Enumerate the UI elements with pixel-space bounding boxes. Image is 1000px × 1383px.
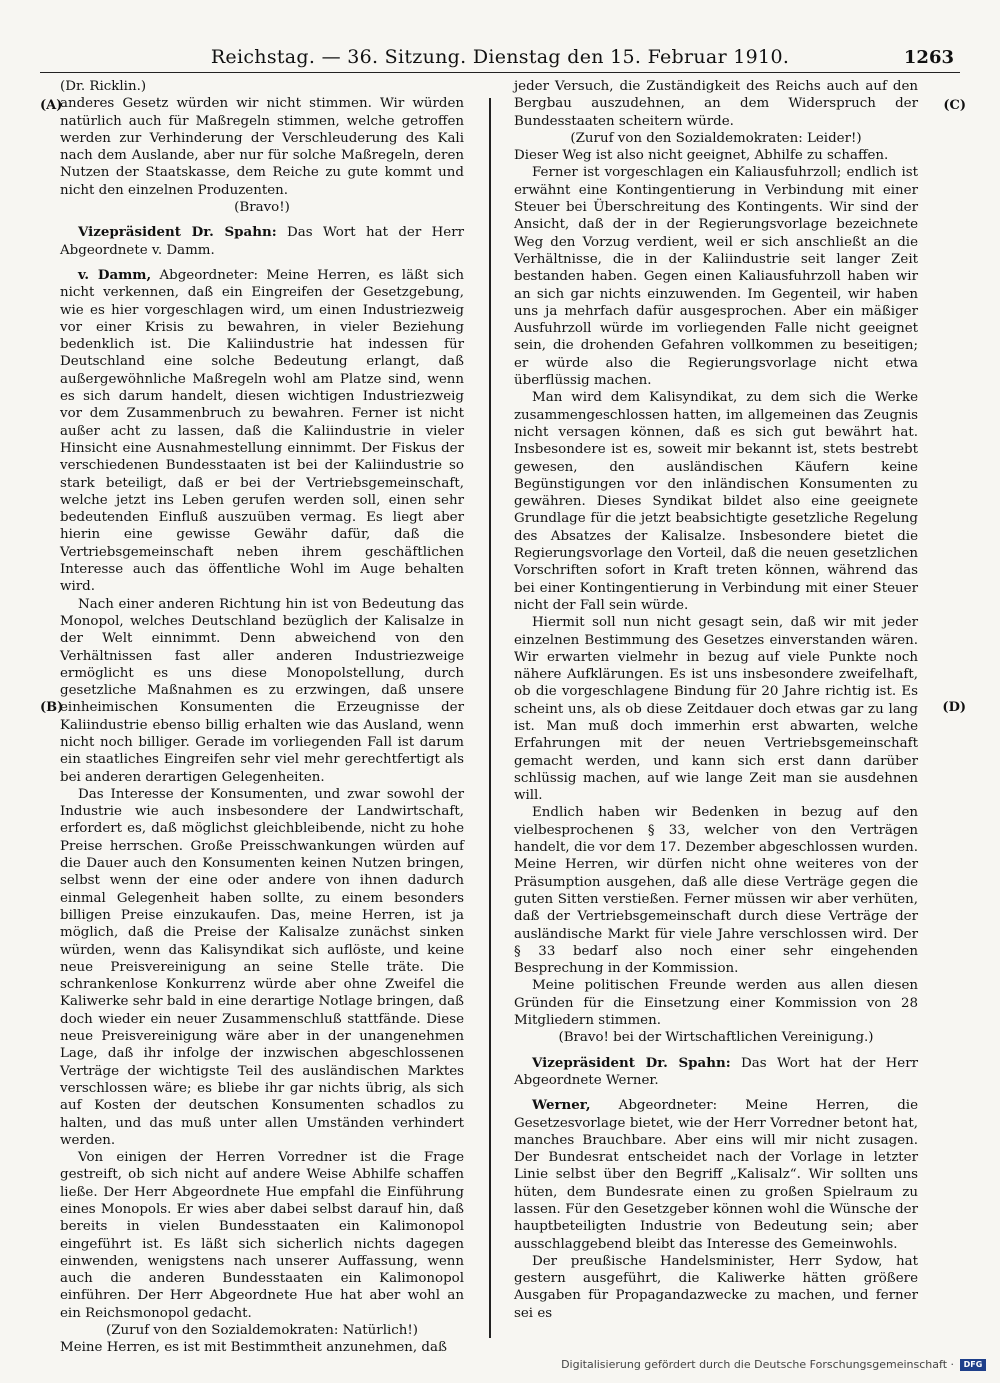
speaker-name: v. Damm,: [78, 266, 152, 283]
left-column: [60, 78, 464, 1357]
vice-president-remark: [60, 224, 464, 259]
paragraph: Von einigen der Herren Vorredner ist die Frage gestreift, ob sich nicht auf andere Weise Abhilfe schaffen ließe. Der Herr Abgeordnete Hue empfahl die Einführung eines Monopols. Er wies aber dabei selbst darauf hin, daß bereits in vielen Bundesstaaten ein Kalimonopol eingeführt ist. Es läßt sich sicherlich nichts dagegen einwenden, wenigstens nach unserer Auffassung, wenn auch die anderen Bundesstaaten ein Kalimonopol einführen. Der Herr Abgeordnete Hue hat aber wohl an ein Reichsmonopol gedacht.: [60, 1150, 464, 1321]
document-page: [40, 40, 966, 1356]
footer-text: Digitalisierung gefördert durch die Deutsche Forschungsgemeinschaft ·: [561, 1358, 954, 1371]
header-title: Reichstag. — 36. Sitzung. Dienstag den 15. Februar 1910.: [210, 46, 790, 68]
paragraph: Meine politischen Freunde werden aus allen diesen Gründen für die Einsetzung einer Kommission von 28 Mitgliedern stimmen.: [514, 978, 918, 1029]
paragraph: Meine Herren, es ist mit Bestimmtheit anzunehmen, daß: [60, 1340, 447, 1356]
margin-marker-a: (A): [40, 98, 63, 113]
speech-text: Abgeordneter: Meine Herren, es läßt sich nicht verkennen, daß ein Eingreifen der Gesetzgebung, wie es hier vorgeschlagen wird, um einen Industriezweig vor einer Krisis zu bewahren, in vieler Beziehung bedenklich ist. Die Kaliindustrie hat indessen für Deutschland eine solche Bedeutung erlangt, daß außergewöhnliche Maßregeln wohl am Platze sind, wenn es sich darum handelt, diesen wichtigen Industriezweig vor dem Zusammenbruch zu bewahren. Ferner ist nicht außer acht zu lassen, daß die Kaliindustrie in vieler Hinsicht eine Ausnahmestellung einnimmt. Der Fiskus der verschiedenen Bundesstaaten ist bei der Kaliindustrie so stark beteiligt, daß er bei der Vertriebsgemeinschaft, welche jetzt ins Leben gerufen werden soll, einen sehr bedeutenden Einfluß auszuüben vermag. Es liegt aber hierin eine gewisse Gewähr dafür, daß die Vertriebsgemeinschaft neben ihrem geschäftlichen Interesse auch das öffentliche Wohl im Auge behalten wird.: [60, 267, 465, 595]
speaker-name: Vizepräsident Dr. Spahn:: [532, 1054, 731, 1071]
paragraph: Dieser Weg ist also nicht geeignet, Abhilfe zu schaffen.: [514, 148, 889, 164]
margin-marker-d: (D): [942, 700, 966, 715]
paragraph: anderes Gesetz würden wir nicht stimmen. Wir würden natürlich auch für Maßregeln stimmen, welche getroffen werden zur Verhinderung der Verschleuderung des Kali nach dem Auslande, aber nur für solche Maßregeln, deren Nutzen der Staatskasse, dem Reiche zu gute kommt und nicht den einzelnen Produzenten.: [60, 96, 464, 198]
speaker-reference: (Dr. Ricklin.): [60, 79, 147, 94]
right-column: [514, 78, 918, 1322]
interjection: (Zuruf von den Sozialdemokraten: Natürlich!): [106, 1323, 418, 1339]
paragraph: jeder Versuch, die Zuständigkeit des Reichs auch auf den Bergbau auszudehnen, an dem Widerspruch der Bundesstaaten scheitern würde.: [514, 79, 918, 129]
interjection: (Zuruf von den Sozialdemokraten: Leider!): [570, 130, 862, 146]
paragraph: Der preußische Handelsminister, Herr Sydow, hat gestern ausgeführt, die Kaliwerke hätten größere Ausgaben für Propagandazwecke zu machen, und ferner sei es: [514, 1253, 918, 1321]
paragraph: Man wird dem Kalisyndikat, zu dem sich die Werke zusammengeschlossen hatten, im allgemeinen das Zeugnis nicht versagen können, daß es sich gut bewährt hat. Insbesondere ist es, soweit mir bekannt ist, stets bestrebt gewesen, den ausländischen Käufern keine Begünstigungen vor den inländischen Konsumenten zu gewähren. Dieses Syndikat bildet also eine geeignete Grundlage für die jetzt beabsichtigte gesetzliche Regelung des Absatzes der Kalisalze. Insbesondere bietet die Regierungsvorlage den Vorteil, daß die neuen gesetzlichen Vorschriften sofort in Kraft treten können, während das bei einer Kontingentierung in Verbindung mit einer Steuer nicht der Fall sein würde.: [514, 390, 918, 613]
dfg-logo: DFG: [960, 1359, 986, 1371]
speaker-name: Werner,: [532, 1097, 591, 1114]
paragraph: Nach einer anderen Richtung hin ist von Bedeutung das Monopol, welches Deutschland bezüglich der Kalisalze in der Welt einnimmt. Denn abweichend von den Verhältnissen fast aller anderen Industriezweige ermöglicht es uns diese Monopolstellung, durch gesetzliche Maßnahmen es zu erzwingen, daß unsere einheimischen Konsumenten die Erzeugnisse der Kaliindustrie ebenso billig erhalten wie das Ausland, wenn nicht noch billiger. Gerade im vorliegenden Fall ist darum ein staatliches Eingreifen sehr viel mehr gerechtfertigt als bei anderen derartigen Gelegenheiten.: [60, 596, 464, 785]
speaker-name: Vizepräsident Dr. Spahn:: [78, 224, 277, 241]
remark-text: Das Wort hat der Herr Abgeordnete Werner.: [514, 1055, 918, 1088]
speech-text: Abgeordneter: Meine Herren, die Gesetzesvorlage bietet, wie der Herr Vorredner betont hat, manches Brauchbare. Aber eins will mir nicht zusagen. Der Bundesrat entscheidet nach der Vorlage in letzter Linie selbst über den Begriff „Kalisalz“. Wir sollten uns hüten, dem Bundesrate einen zu großen Spielraum zu lassen. Für den Gesetzgeber können wohl die Wünsche der hauptbeteiligten Industrie von Bedeutung sein; aber ausschlaggebend bleibt das Interesse des Gemeinwohls.: [514, 1098, 918, 1252]
paragraph: Endlich haben wir Bedenken in bezug auf den vielbesprochenen § 33, welcher von den Verträgen handelt, die vor dem 17. Dezember abgeschlossen wurden. Meine Herren, wir dürfen nicht ohne weiteres von der Präsumption ausgehen, daß alle diese Verträge gegen die guten Sitten verstießen. Ferner müssen wir aber verhüten, daß der Vertriebsgemeinschaft durch diese Verträge der ausländische Markt für viele Jahre verschlossen wird. Der § 33 bedarf also noch einer sehr eingehenden Besprechung in der Kommission.: [514, 805, 918, 977]
remark-text: Das Wort hat der Herr Abgeordnete v. Damm.: [60, 225, 464, 258]
footer-credit: [561, 1358, 986, 1371]
running-header: [40, 40, 960, 73]
paragraph: Hiermit soll nun nicht gesagt sein, daß wir mit jeder einzelnen Bestimmung des Gesetzes einverstanden wären. Wir erwarten vielmehr in bezug auf viele Punkte noch nähere Aufklärungen. Es ist uns insbesondere zweifelhaft, ob die vorgeschlagene Bindung für 20 Jahre richtig ist. Es scheint uns, als ob diese Zeitdauer doch etwas gar zu lang ist. Man muß doch immerhin erst abwarten, welche Erfahrungen mit der neuen Vertriebsgemeinschaft gemacht werden, und kann sich erst dann darüber schlüssig machen, auf wie lange Zeit man sie ausdehnen will.: [514, 615, 918, 804]
column-divider: [489, 98, 491, 1338]
vice-president-remark: [514, 1055, 918, 1090]
margin-marker-c: (C): [943, 98, 966, 113]
applause-note: (Bravo!): [234, 200, 290, 216]
page-number: 1263: [903, 47, 954, 68]
margin-marker-b: (B): [40, 700, 64, 715]
paragraph: Das Interesse der Konsumenten, und zwar sowohl der Industrie wie auch insbesondere der Landwirtschaft, erfordert es, daß möglichst gleichbleibende, nicht zu hohe Preise herrschen. Große Preisschwankungen würden auf die Dauer auch den Konsumenten keinen Nutzen bringen, selbst wenn der eine oder andere von ihnen dadurch einmal Gelegenheit haben sollte, zu einem besonders billigen Preise einzukaufen. Das, meine Herren, ist ja möglich, daß die Preise der Kalisalze zunächst sinken würden, wenn das Kalisyndikat sich auflöste, und keine neue Preisvereinigung an seine Stelle träte. Die schrankenlose Konkurrenz würde aber ohne Zweifel die Kaliwerke sehr bald in eine derartige Notlage bringen, daß doch wieder ein neuer Zusammenschluß stattfände. Diese neue Preisvereinigung wäre aber in der unangenehmen Lage, daß ihr infolge der inzwischen abgeschlossenen Verträge der wichtigste Teil des ausländischen Marktes verschlossen wäre; es bliebe ihr gar nichts übrig, als sich auf Kosten der deutschen Konsumenten schadlos zu halten, und das muß unter allen Umständen verhindert werden.: [60, 786, 464, 1148]
speech-paragraph: [60, 267, 464, 596]
applause-note: (Bravo! bei der Wirtschaftlichen Vereinigung.): [558, 1030, 874, 1046]
speech-paragraph: [514, 1097, 918, 1253]
paragraph: Ferner ist vorgeschlagen ein Kaliausfuhrzoll; endlich ist erwähnt eine Kontingentierung in Verbindung mit einer Steuer bei Überschreitung des Kontingents. Wir sind der Ansicht, daß der in der Regierungsvorlage bezeichnete Weg den Vorzug verdient, weil er sich anschließt an die Verhältnisse, die in der Kaliindustrie seit langer Zeit bestanden haben. Gegen einen Kaliausfuhrzoll haben wir an sich gar nichts einzuwenden. Im Gegenteil, wir haben uns ja mehrfach dafür ausgesprochen. Aber ein mäßiger Ausfuhrzoll würde im vorliegenden Falle nicht geeignet sein, die drohenden Gefahren vollkommen zu beseitigen; er würde also die Regierungsvorlage nicht etwa überflüssig machen.: [514, 165, 918, 389]
